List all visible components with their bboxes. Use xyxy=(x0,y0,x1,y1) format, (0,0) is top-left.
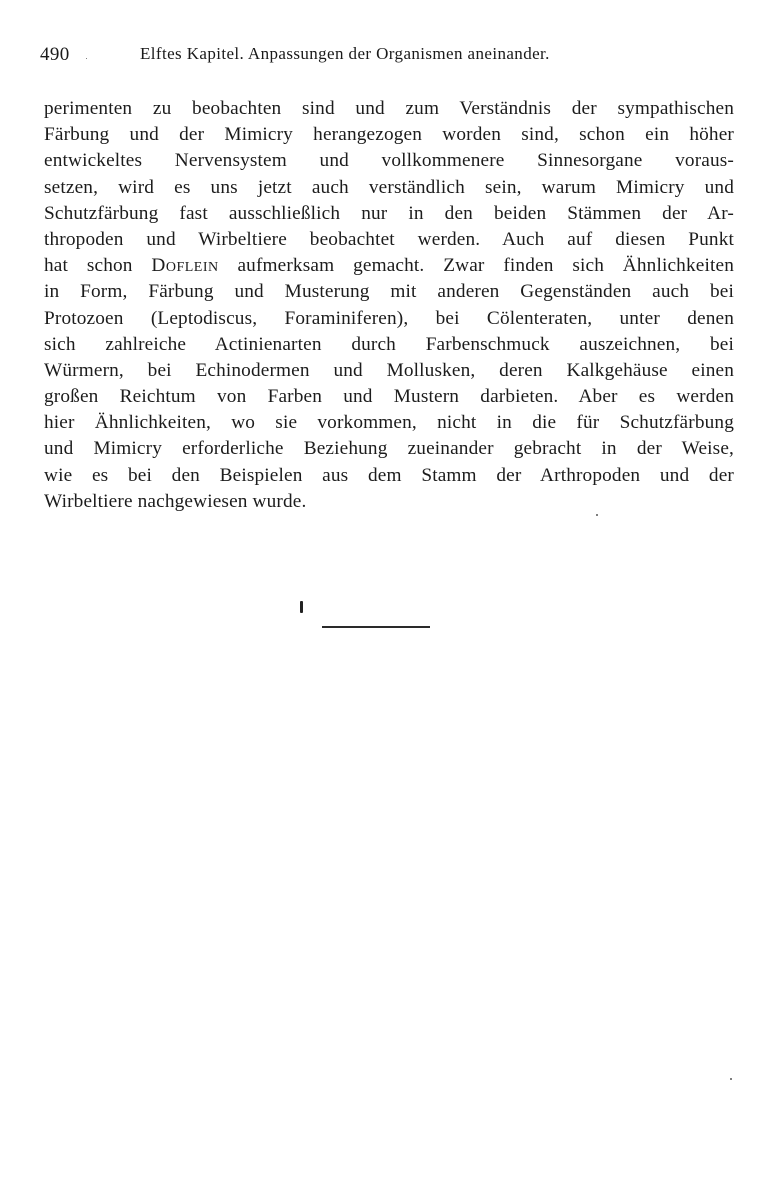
running-head xyxy=(40,44,640,68)
text-fragment: aufmerksam gemacht. Zwar finden sich Ähnlichkeiten xyxy=(218,255,734,277)
text-line: sich zahlreiche Actinienarten durch Farbenschmuck auszeichnen, bei xyxy=(44,333,734,355)
dust-speck xyxy=(86,58,87,59)
page-number: 490 xyxy=(40,44,70,65)
text-line: und Mimicry erforderliche Beziehung zueinander gebracht in der Weise, xyxy=(44,438,734,460)
text-line: thropoden und Wirbeltiere beobachtet werden. Auch auf diesen Punkt xyxy=(44,228,734,250)
text-line: setzen, wird es uns jetzt auch verständlich sein, warum Mimicry und xyxy=(44,176,734,198)
text-line: wie es bei den Beispielen aus dem Stamm der Arthropoden und der xyxy=(44,464,734,486)
text-line: entwickeltes Nervensystem und vollkommenere Sinnesorgane voraus- xyxy=(44,150,734,172)
text-line: perimenten zu beobachten sind und zum Verständnis der sympathischen xyxy=(44,98,734,119)
dust-speck xyxy=(730,1078,732,1080)
text-line: Wirbeltiere nachgewiesen wurde. xyxy=(44,490,307,512)
running-title: Elftes Kapitel. Anpassungen der Organismen aneinander. xyxy=(140,44,550,63)
dust-speck xyxy=(596,514,598,516)
text-line: in Form, Färbung und Musterung mit anderen Gegenständen auch bei xyxy=(44,281,734,303)
text-line xyxy=(44,253,734,279)
text-line: hier Ähnlichkeiten, wo sie vorkommen, nicht in die für Schutzfärbung xyxy=(44,412,734,434)
text-line: Schutzfärbung fast ausschließlich nur in den beiden Stämmen der Ar- xyxy=(44,202,734,224)
text-line: Färbung und der Mimicry herangezogen worden sind, schon ein höher xyxy=(44,124,734,146)
text-fragment: hat schon xyxy=(44,255,152,277)
text-line: großen Reichtum von Farben und Mustern darbieten. Aber es werden xyxy=(44,386,734,408)
text-line: Protozoen (Leptodiscus, Foraminiferen), bei Cölenteraten, unter denen xyxy=(44,307,734,329)
section-divider-rule xyxy=(322,626,430,628)
text-line: Würmern, bei Echinodermen und Mollusken, deren Kalkgehäuse einen xyxy=(44,359,734,381)
author-name: Doflein xyxy=(151,255,219,277)
body-paragraph xyxy=(44,96,734,515)
ink-mark xyxy=(300,601,303,613)
